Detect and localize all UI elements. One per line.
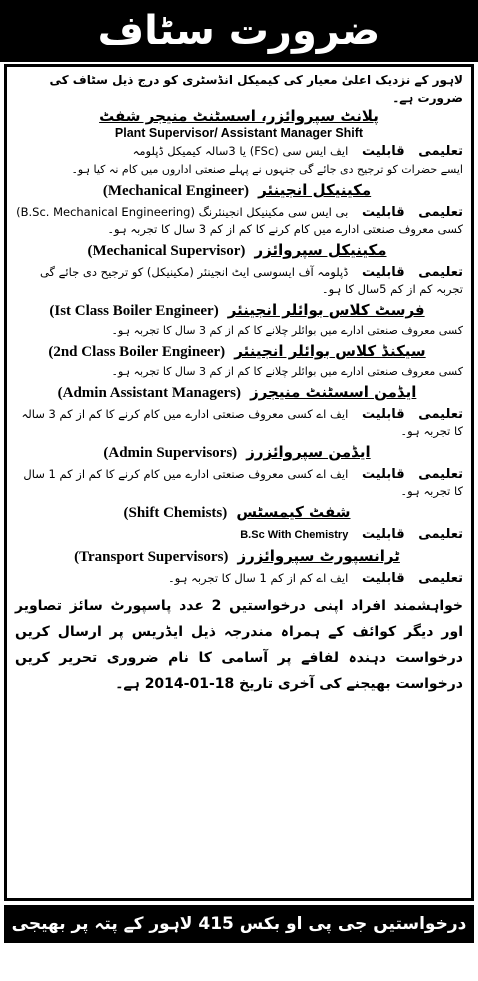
requirement-text: B.Sc With Chemistry: [240, 529, 349, 541]
position-title-english: (Transport Supervisors): [74, 549, 229, 565]
ad-body: [4, 64, 474, 901]
education-label: تعلیمی: [418, 205, 463, 220]
position-shift-chemists: [15, 501, 463, 543]
position-title-english: (Admin Assistant Managers): [57, 385, 241, 401]
position-title-english: Plant Supervisor/ Assistant Manager Shift: [114, 126, 364, 140]
education-label: تعلیمی: [418, 407, 463, 422]
position-heading: [15, 441, 463, 464]
position-title-urdu: شفٹ کیمسٹس: [236, 503, 351, 521]
position-title-urdu: پلانٹ سپروائزر، اسسٹنٹ منیجر شفٹ: [99, 107, 379, 125]
requirement-line: [15, 143, 463, 160]
education-label: تعلیمی: [418, 527, 463, 542]
position-title-english: (Ist Class Boiler Engineer): [49, 303, 219, 319]
position-title-urdu: ٹرانسپورٹ سپروائزرز: [237, 547, 400, 565]
qualification-label: قابلیت: [361, 571, 405, 586]
requirement-text: بی ایس سی مکینیکل انجینئرنگ (B.Sc. Mechanical Engineering) کسی معروف صنعتی ادارے میں کام کرنے کا کم از کم 3 سال کا تجربہ ہو۔: [16, 205, 463, 236]
qualification-label: قابلیت: [361, 527, 405, 542]
requirement-text: ایف اے کم از کم 1 سال کا تجربہ ہو۔: [168, 571, 349, 585]
education-label: تعلیمی: [418, 265, 463, 280]
position-heading: [15, 239, 463, 262]
requirement-note: کسی معروف صنعتی ادارے میں بوائلر چلانے کا کم از کم 3 سال کا تجربہ ہو۔: [111, 324, 463, 337]
position-heading: [15, 545, 463, 568]
position-second-class-boiler-engineer: [15, 340, 463, 379]
requirement-text: ایف ایس سی (FSc) یا 3سالہ کیمیکل ڈپلومہ: [132, 144, 349, 158]
position-heading: [15, 179, 463, 202]
position-title-english: (Mechanical Engineer): [102, 183, 250, 199]
education-label: تعلیمی: [418, 467, 463, 482]
requirement-note: کسی معروف صنعتی ادارے میں بوائلر چلانے کا کم از کم 3 سال کا تجربہ ہو۔: [111, 365, 463, 378]
requirement-note: ایسے حضرات کو ترجیح دی جائے گی جنہوں نے پہلے صنعتی اداروں میں کام نہ کیا ہو۔: [71, 163, 463, 176]
position-heading: [15, 340, 463, 363]
position-title-english: (2nd Class Boiler Engineer): [48, 344, 226, 360]
position-first-class-boiler-engineer: [15, 299, 463, 338]
position-title-urdu: مکینیکل سپروائزر: [254, 241, 387, 259]
position-transport-supervisors: [15, 545, 463, 587]
header-banner: ضرورت سٹاف: [0, 0, 478, 62]
position-mechanical-engineer: [15, 179, 463, 237]
qualification-label: قابلیت: [361, 407, 405, 422]
position-heading: [15, 299, 463, 322]
requirement-text: ڈپلومہ آف ایسوسی ایٹ انجینئر (مکینیکل) کو ترجیح دی جائے گی تجربہ کم از کم 5سال کا ہو۔: [39, 265, 463, 296]
qualification-label: قابلیت: [361, 205, 405, 220]
requirement-line: [15, 204, 463, 237]
requirement-line: [15, 570, 463, 587]
qualification-label: قابلیت: [361, 144, 405, 159]
requirement-text: ایف اے کسی معروف صنعتی ادارے میں کام کرنے کا کم از کم 3 سالہ کا تجربہ ہو۔: [21, 407, 463, 438]
requirement-line: [15, 466, 463, 499]
footer-banner: درخواستیں جی پی او بکس 415 لاہور کے پتہ پر بھیجی جائیں: [4, 905, 474, 943]
position-title-urdu: ایڈمن اسسٹنٹ منیجرز: [250, 383, 417, 401]
position-title-urdu: ایڈمن سپروائزرز: [246, 443, 371, 461]
requirement-text: ایف اے کسی معروف صنعتی ادارے میں کام کرنے کا کم از کم 1 سال کا تجربہ ہو۔: [23, 467, 463, 498]
education-label: تعلیمی: [418, 144, 463, 159]
position-heading: [15, 381, 463, 404]
qualification-label: قابلیت: [361, 265, 405, 280]
education-label: تعلیمی: [418, 571, 463, 586]
position-title-urdu: سیکنڈ کلاس بوائلر انجینئر: [234, 342, 426, 360]
position-mechanical-supervisor: [15, 239, 463, 297]
position-heading: [15, 501, 463, 524]
position-title-urdu: مکینیکل انجینئر: [258, 181, 372, 199]
position-title-english: (Shift Chemists): [123, 505, 228, 521]
position-title-english: (Mechanical Supervisor): [87, 243, 246, 259]
position-title-english: (Admin Supervisors): [103, 445, 238, 461]
position-title-urdu: فرسٹ کلاس بوائلر انجینئر: [227, 301, 425, 319]
requirement-line: [15, 406, 463, 439]
intro-text: لاہور کے نزدیک اعلیٰ معیار کی کیمیکل انڈسٹری کو درج ذیل سٹاف کی ضرورت ہے۔: [49, 73, 463, 105]
position-plant-supervisor: [15, 107, 463, 177]
qualification-label: قابلیت: [361, 467, 405, 482]
requirement-line: [15, 526, 463, 543]
position-admin-assistant-managers: [15, 381, 463, 439]
position-admin-supervisors: [15, 441, 463, 499]
requirement-line: [15, 264, 463, 297]
application-instructions: خواہشمند افراد اپنی درخواستیں 2 عدد پاسپورٹ سائز تصاویر اور دیگر کوائف کے ہمراہ مندرجہ ذیل ایڈریس پر ارسال کریں درخواست دہندہ لفافے پر آسامی کا نام ضروری تحریر کریں درخواست بھیجنے کی آخری تاریخ 18-01-2014 ہے۔: [15, 598, 463, 692]
